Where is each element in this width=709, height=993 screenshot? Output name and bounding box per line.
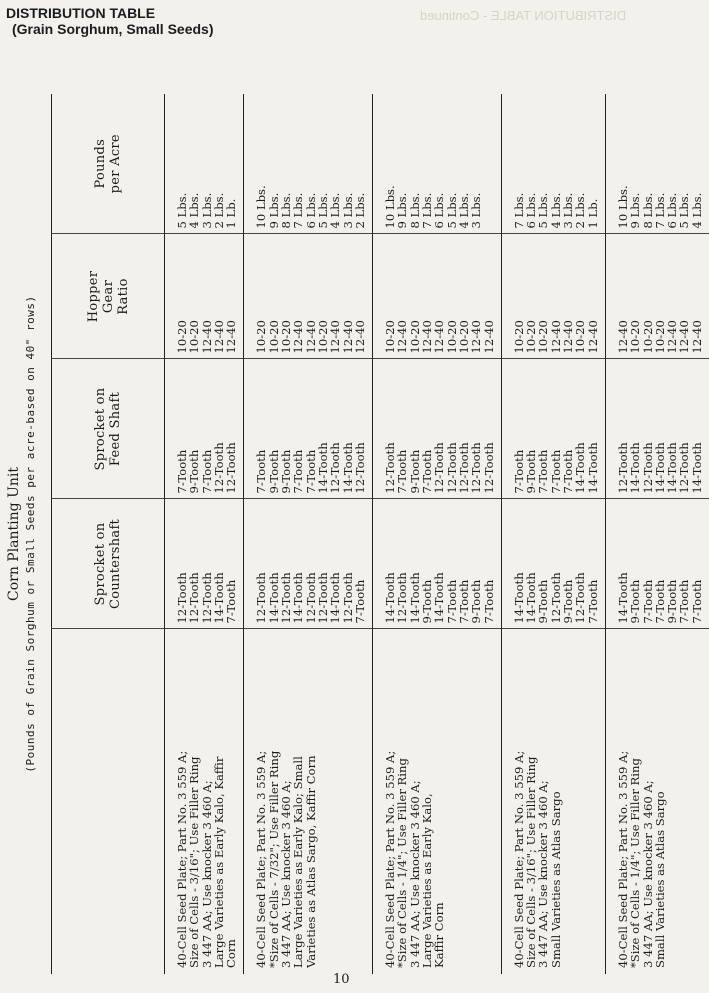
- cell-pounds-line: 2 Lbs.: [573, 192, 588, 229]
- cell-description-line: Large Varieties as Early Kalo,: [420, 793, 435, 968]
- cell-feed-shaft-line: 12-Tooth: [224, 442, 239, 494]
- cell-countershaft-line: 12-Tooth: [199, 572, 214, 624]
- cell-feed-shaft-line: 12-Tooth: [432, 442, 447, 494]
- cell-gear-ratio-line: 10-20: [266, 320, 281, 354]
- cell-feed-shaft-line: 12-Tooth: [640, 442, 655, 494]
- header-description: [52, 629, 165, 974]
- cell-pounds-line: 5 Lbs.: [677, 192, 692, 229]
- cell-countershaft: [373, 499, 502, 629]
- cell-pounds-line: 3 Lbs.: [469, 192, 484, 229]
- cell-feed-shaft-line: 12-Tooth: [211, 442, 226, 494]
- cell-countershaft-line: 14-Tooth: [407, 572, 422, 624]
- cell-feed-shaft-line: 14-Tooth: [652, 442, 667, 494]
- cell-feed-shaft-line: 12-Tooth: [456, 442, 471, 494]
- cell-gear-ratio-line: 12-40: [211, 320, 226, 354]
- cell-countershaft-line: 12-Tooth: [254, 572, 269, 624]
- cell-pounds: [501, 94, 605, 234]
- cell-feed-shaft-line: 12-Tooth: [352, 442, 367, 494]
- cell-pounds-line: 3 Lbs.: [199, 192, 214, 229]
- cell-pounds-line: 1 Lb.: [224, 198, 239, 229]
- cell-feed-shaft: [373, 359, 502, 499]
- cell-description-line: Large Varieties as Early Kalo; Small: [291, 756, 306, 968]
- header-pounds-text: Pounds per Acre: [93, 134, 123, 194]
- cell-description-line: Small Varieties as Atlas Sargo: [652, 791, 667, 968]
- page-subtitle: (Grain Sorghum, Small Seeds): [12, 21, 214, 37]
- header-countershaft: [52, 499, 165, 629]
- cell-description-line: 40-Cell Seed Plate; Part No. 3 559 A;: [254, 750, 269, 968]
- cell-gear-ratio-line: 10-20: [175, 320, 189, 354]
- cell-pounds-line: 6 Lbs.: [665, 192, 680, 229]
- cell-feed-shaft-line: 7-Tooth: [303, 449, 318, 494]
- cell-gear-ratio-line: 12-40: [291, 320, 306, 354]
- cell-countershaft-line: 7-Tooth: [640, 579, 655, 624]
- cell-pounds-line: 10 Lbs.: [383, 185, 398, 229]
- cell-gear-ratio-line: 12-40: [548, 320, 563, 354]
- cell-feed-shaft-line: 9-Tooth: [407, 449, 422, 494]
- cell-countershaft: [501, 499, 605, 629]
- cell-countershaft-line: 9-Tooth: [561, 579, 576, 624]
- cell-countershaft-line: 12-Tooth: [303, 572, 318, 624]
- cell-countershaft-line: 7-Tooth: [585, 579, 600, 624]
- cell-countershaft-line: 12-Tooth: [279, 572, 294, 624]
- cell-description-line: Size of Cells - 3/16"; Use Filler Ring: [187, 756, 202, 968]
- cell-feed-shaft-line: 7-Tooth: [511, 449, 526, 494]
- cell-feed-shaft-line: 9-Tooth: [187, 449, 202, 494]
- cell-feed-shaft-line: 12-Tooth: [383, 442, 398, 494]
- cell-pounds-line: 5 Lbs.: [315, 192, 330, 229]
- cell-countershaft-line: 12-Tooth: [395, 572, 410, 624]
- cell-gear-ratio: [244, 234, 373, 359]
- cell-gear-ratio-line: 12-40: [481, 320, 496, 354]
- cell-description-line: *Size of Cells - 7/32"; Use Filler Ring: [266, 750, 281, 968]
- cell-gear-ratio-line: 12-40: [615, 320, 630, 354]
- cell-gear-ratio-line: 10-20: [456, 320, 471, 354]
- cell-countershaft: [165, 499, 244, 629]
- cell-description-line: 40-Cell Seed Plate; Part No. 3 559 A;: [511, 750, 526, 968]
- cell-countershaft-line: 12-Tooth: [573, 572, 588, 624]
- cell-countershaft-line: 7-Tooth: [224, 579, 239, 624]
- cell-feed-shaft-line: 14-Tooth: [689, 442, 704, 494]
- cell-feed-shaft-line: 12-Tooth: [615, 442, 630, 494]
- cell-description-line: Varieties as Atlas Sargo, Kaffir Corn: [303, 755, 318, 968]
- table-row: [373, 94, 502, 974]
- cell-description-line: 3 447 AA; Use knocker 3 460 A;: [279, 780, 294, 968]
- cell-feed-shaft-line: 14-Tooth: [340, 442, 355, 494]
- header-feed-shaft: [52, 359, 165, 499]
- cell-description-line: Size of Cells - 3/16"; Use Filler Ring: [524, 756, 539, 968]
- cell-gear-ratio-line: 12-40: [665, 320, 680, 354]
- cell-gear-ratio-line: 10-20: [254, 320, 269, 354]
- cell-gear-ratio-line: 12-40: [224, 320, 239, 354]
- cell-pounds-line: 6 Lbs.: [432, 192, 447, 229]
- cell-countershaft-line: 9-Tooth: [665, 579, 680, 624]
- cell-pounds-line: 4 Lbs.: [689, 192, 704, 229]
- cell-description-line: 3 447 AA; Use knocker 3 460 A;: [407, 780, 422, 968]
- cell-pounds-line: 4 Lbs.: [456, 192, 471, 229]
- cell-gear-ratio-line: 12-40: [561, 320, 576, 354]
- header-feed-shaft-text: Sprocket on Feed Shaft: [93, 387, 123, 471]
- cell-description-line: Kaffir Corn: [432, 902, 447, 968]
- cell-description-line: Small Varieties as Atlas Sargo: [548, 791, 563, 968]
- table-subtitle: (Pounds of Grain Sorghum or Small Seeds per acre-based on 40" rows): [24, 295, 37, 773]
- cell-pounds-line: 2 Lbs.: [211, 192, 226, 229]
- cell-pounds-line: 7 Lbs.: [420, 192, 435, 229]
- cell-pounds-line: 3 Lbs.: [340, 192, 355, 229]
- table-body: [165, 94, 709, 974]
- cell-feed-shaft-line: 12-Tooth: [444, 442, 459, 494]
- cell-feed-shaft-line: 9-Tooth: [279, 449, 294, 494]
- cell-gear-ratio-line: 12-40: [328, 320, 343, 354]
- cell-gear-ratio-line: 10-20: [315, 320, 330, 354]
- cell-countershaft-line: 12-Tooth: [187, 572, 202, 624]
- cell-pounds-line: 9 Lbs.: [395, 192, 410, 229]
- cell-countershaft-line: 14-Tooth: [383, 572, 398, 624]
- cell-description-line: *Size of Cells - 1/4"; Use Filler Ring: [395, 758, 410, 968]
- cell-feed-shaft-line: 7-Tooth: [561, 449, 576, 494]
- cell-countershaft-line: 7-Tooth: [352, 579, 367, 624]
- cell-pounds-line: 8 Lbs.: [407, 192, 422, 229]
- cell-gear-ratio-line: 10-20: [524, 320, 539, 354]
- cell-feed-shaft-line: 14-Tooth: [573, 442, 588, 494]
- table-row: [605, 94, 709, 974]
- cell-description-line: 3 447 AA; Use knocker 3 460 A;: [536, 780, 551, 968]
- cell-countershaft-line: 7-Tooth: [444, 579, 459, 624]
- cell-pounds-line: 2 Lbs.: [352, 192, 367, 229]
- cell-feed-shaft-line: 12-Tooth: [481, 442, 496, 494]
- cell-gear-ratio-line: 12-40: [585, 320, 600, 354]
- cell-pounds-line: 9 Lbs.: [266, 192, 281, 229]
- cell-countershaft-line: 14-Tooth: [291, 572, 306, 624]
- header-gear-ratio: [52, 234, 165, 359]
- cell-gear-ratio-line: 12-40: [420, 320, 435, 354]
- cell-countershaft-line: 7-Tooth: [652, 579, 667, 624]
- cell-feed-shaft-line: 7-Tooth: [291, 449, 306, 494]
- cell-gear-ratio-line: 10-20: [383, 320, 398, 354]
- cell-countershaft: [605, 499, 709, 629]
- cell-feed-shaft-line: 14-Tooth: [315, 442, 330, 494]
- cell-feed-shaft-line: 12-Tooth: [677, 442, 692, 494]
- cell-countershaft-line: 7-Tooth: [456, 579, 471, 624]
- cell-feed-shaft: [605, 359, 709, 499]
- cell-description: [165, 629, 244, 974]
- cell-pounds-line: 6 Lbs.: [303, 192, 318, 229]
- cell-feed-shaft: [165, 359, 244, 499]
- cell-feed-shaft-line: 9-Tooth: [266, 449, 281, 494]
- cell-pounds-line: 4 Lbs.: [187, 192, 202, 229]
- table-title: Corn Planting Unit: [6, 467, 22, 602]
- cell-description-line: Large Varieties as Early Kalo, Kaffir: [211, 756, 226, 968]
- cell-countershaft-line: 9-Tooth: [469, 579, 484, 624]
- cell-pounds-line: 10 Lbs.: [615, 185, 630, 229]
- cell-pounds: [165, 94, 244, 234]
- cell-gear-ratio-line: 10-20: [652, 320, 667, 354]
- cell-description-line: 40-Cell Seed Plate; Part No. 3 559 A;: [615, 750, 630, 968]
- rotated-table-block: [6, 94, 704, 974]
- cell-description-line: 40-Cell Seed Plate; Part No. 3 559 A;: [175, 750, 189, 968]
- cell-feed-shaft-line: 7-Tooth: [254, 449, 269, 494]
- cell-description: [605, 629, 709, 974]
- cell-feed-shaft-line: 7-Tooth: [175, 449, 189, 494]
- cell-gear-ratio-line: 12-40: [303, 320, 318, 354]
- cell-gear-ratio-line: 10-20: [573, 320, 588, 354]
- cell-pounds-line: 7 Lbs.: [511, 192, 526, 229]
- cell-feed-shaft-line: 7-Tooth: [548, 449, 563, 494]
- cell-pounds-line: 4 Lbs.: [328, 192, 343, 229]
- cell-gear-ratio-line: 10-20: [628, 320, 643, 354]
- header-countershaft-text: Sprocket on Countershaft: [93, 518, 123, 609]
- bleed-through-text: DISTRIBUTION TABLE - Continued: [420, 8, 627, 23]
- table-row: [165, 94, 244, 974]
- cell-countershaft-line: 14-Tooth: [211, 572, 226, 624]
- cell-pounds-line: 7 Lbs.: [291, 192, 306, 229]
- page-title: DISTRIBUTION TABLE: [6, 5, 156, 21]
- cell-countershaft-line: 12-Tooth: [548, 572, 563, 624]
- cell-pounds-line: 1 Lb.: [585, 198, 600, 229]
- cell-gear-ratio-line: 12-40: [689, 320, 704, 354]
- cell-gear-ratio-line: 10-20: [536, 320, 551, 354]
- cell-pounds-line: 5 Lbs.: [536, 192, 551, 229]
- cell-pounds-line: 5 Lbs.: [175, 192, 189, 229]
- cell-countershaft-line: 9-Tooth: [536, 579, 551, 624]
- cell-countershaft-line: 9-Tooth: [420, 579, 435, 624]
- cell-gear-ratio-line: 12-40: [432, 320, 447, 354]
- distribution-table: [51, 94, 709, 974]
- cell-gear-ratio-line: 10-20: [444, 320, 459, 354]
- cell-description-line: 3 447 AA; Use knocker 3 460 A;: [199, 780, 214, 968]
- cell-countershaft-line: 14-Tooth: [266, 572, 281, 624]
- cell-pounds-line: 5 Lbs.: [444, 192, 459, 229]
- table-header-row: [52, 94, 165, 974]
- cell-feed-shaft-line: 7-Tooth: [536, 449, 551, 494]
- cell-feed-shaft-line: 7-Tooth: [395, 449, 410, 494]
- cell-description: [244, 629, 373, 974]
- cell-gear-ratio-line: 12-40: [352, 320, 367, 354]
- cell-feed-shaft-line: 14-Tooth: [585, 442, 600, 494]
- cell-countershaft-line: 7-Tooth: [481, 579, 496, 624]
- cell-gear-ratio: [605, 234, 709, 359]
- cell-countershaft-line: 7-Tooth: [689, 579, 704, 624]
- cell-feed-shaft-line: 12-Tooth: [328, 442, 343, 494]
- cell-feed-shaft-line: 7-Tooth: [420, 449, 435, 494]
- cell-description-line: 3 447 AA; Use knocker 3 460 A;: [640, 780, 655, 968]
- cell-pounds-line: 9 Lbs.: [628, 192, 643, 229]
- cell-gear-ratio-line: 10-20: [640, 320, 655, 354]
- cell-gear-ratio-line: 10-20: [187, 320, 202, 354]
- cell-gear-ratio-line: 12-40: [469, 320, 484, 354]
- header-gear-ratio-text: Hopper Gear Ratio: [85, 270, 131, 323]
- page-number: 10: [333, 972, 350, 987]
- cell-countershaft-line: 14-Tooth: [511, 572, 526, 624]
- cell-countershaft-line: 12-Tooth: [175, 572, 189, 624]
- cell-pounds-line: 6 Lbs.: [524, 192, 539, 229]
- cell-gear-ratio-line: 12-40: [199, 320, 214, 354]
- cell-countershaft-line: 9-Tooth: [628, 579, 643, 624]
- cell-gear-ratio-line: 10-20: [511, 320, 526, 354]
- cell-description: [501, 629, 605, 974]
- cell-countershaft-line: 14-Tooth: [432, 572, 447, 624]
- table-row: [501, 94, 605, 974]
- cell-gear-ratio: [165, 234, 244, 359]
- cell-countershaft-line: 12-Tooth: [340, 572, 355, 624]
- cell-description-line: *Size of Cells - 1/4"; Use Filler Ring: [628, 758, 643, 968]
- cell-pounds-line: 7 Lbs.: [652, 192, 667, 229]
- cell-pounds-line: 4 Lbs.: [548, 192, 563, 229]
- cell-gear-ratio-line: 10-20: [407, 320, 422, 354]
- cell-gear-ratio-line: 10-20: [279, 320, 294, 354]
- cell-pounds-line: 8 Lbs.: [640, 192, 655, 229]
- cell-countershaft-line: 14-Tooth: [328, 572, 343, 624]
- cell-feed-shaft-line: 7-Tooth: [199, 449, 214, 494]
- cell-countershaft-line: 12-Tooth: [315, 572, 330, 624]
- cell-gear-ratio: [373, 234, 502, 359]
- cell-pounds-line: 8 Lbs.: [279, 192, 294, 229]
- cell-description: [373, 629, 502, 974]
- table-row: [244, 94, 373, 974]
- cell-description-line: Corn: [224, 939, 239, 968]
- cell-countershaft: [244, 499, 373, 629]
- cell-pounds: [244, 94, 373, 234]
- cell-feed-shaft-line: 9-Tooth: [524, 449, 539, 494]
- cell-feed-shaft-line: 14-Tooth: [665, 442, 680, 494]
- cell-gear-ratio-line: 12-40: [677, 320, 692, 354]
- cell-feed-shaft-line: 14-Tooth: [628, 442, 643, 494]
- cell-gear-ratio: [501, 234, 605, 359]
- cell-pounds: [373, 94, 502, 234]
- cell-description-line: 40-Cell Seed Plate; Part No. 3 559 A;: [383, 750, 398, 968]
- cell-gear-ratio-line: 12-40: [395, 320, 410, 354]
- cell-pounds-line: 10 Lbs.: [254, 185, 269, 229]
- cell-countershaft-line: 14-Tooth: [615, 572, 630, 624]
- cell-countershaft-line: 14-Tooth: [524, 572, 539, 624]
- cell-pounds: [605, 94, 709, 234]
- cell-gear-ratio-line: 12-40: [340, 320, 355, 354]
- cell-feed-shaft: [244, 359, 373, 499]
- cell-feed-shaft: [501, 359, 605, 499]
- cell-countershaft-line: 7-Tooth: [677, 579, 692, 624]
- cell-pounds-line: 3 Lbs.: [561, 192, 576, 229]
- cell-feed-shaft-line: 12-Tooth: [469, 442, 484, 494]
- header-pounds: [52, 94, 165, 234]
